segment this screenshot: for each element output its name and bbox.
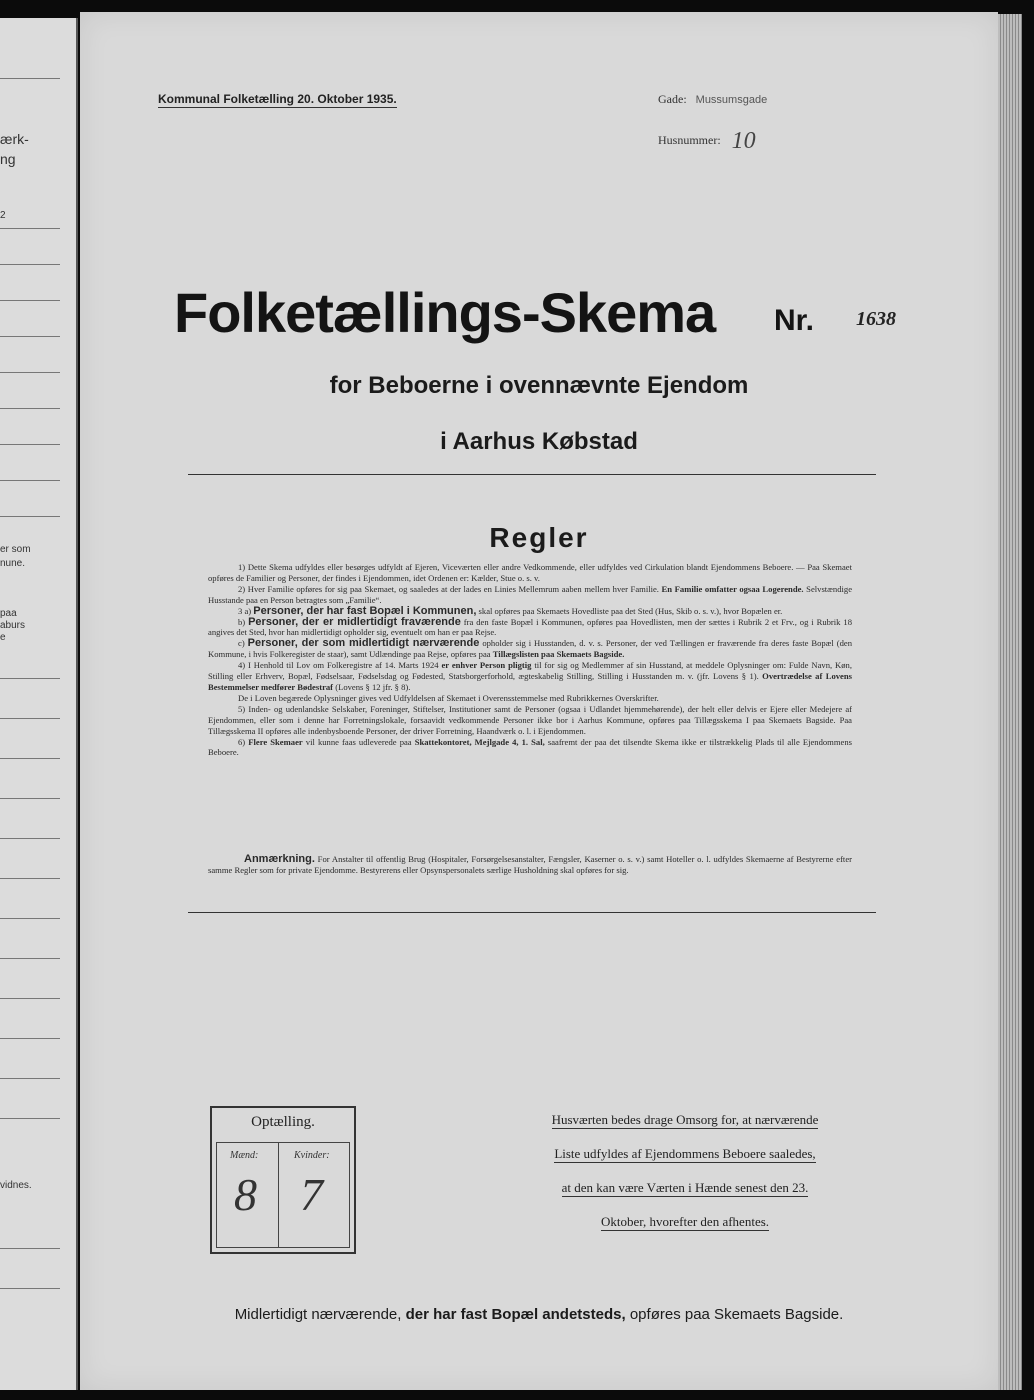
rule-line <box>0 264 60 265</box>
rule-line <box>0 678 60 679</box>
rule-line <box>0 1078 60 1079</box>
women-label: Kvinder: <box>294 1150 330 1161</box>
house-number-field <box>658 128 756 155</box>
rule-line <box>0 838 60 839</box>
rule-line <box>0 998 60 999</box>
rule-line <box>0 1118 60 1119</box>
house-number-label: Husnummer: <box>658 133 721 147</box>
remark-text: For Anstalter til offentlig Brug (Hospitaler, Forsørgelsesanstalter, Fængsler, Kaserner o. s. v.) samt Hoteller o. l. udfyldes Skemaerne af Bestyrerne efter samme Regler som for private Ejendomme. Bestyrerens eller Opsynspersonalets særlige Husholdning skal opføres for sig. <box>208 854 852 875</box>
rule-3b: b) Personer, der er midlertidigt fraværende fra den faste Bopæl i Kommunen, opføres paa Hovedlisten, men der sættes i Rubrik 2 et Frv., og i Rubrik 18 angives det Sted, hvor han midlertidigt opholder sig, eventuelt om han er paa Rejse. <box>208 615 852 638</box>
divider <box>188 912 876 913</box>
notice-line: Oktober, hvorefter den afhentes. <box>600 1214 770 1229</box>
notice-line: Liste udfyldes af Ejendommens Beboere saaledes, <box>554 1146 816 1161</box>
rule-line <box>0 1248 60 1249</box>
landlord-notice <box>500 1112 870 1248</box>
divider <box>188 474 876 475</box>
rule-4-note: De i Loven begærede Oplysninger gives ved Udfyldelsen af Skemaet i Overensstemmelse med Rubrikkernes Overskrifter. <box>238 692 659 703</box>
rules-heading: Regler <box>489 522 589 553</box>
rule-1: 1) Dette Skema udfyldes eller besørges udfyldt af Ejeren, Viceværten eller andre Vedkommende, eller udfyldes ved Cirkulation blandt Ejendommens Beboere. — Paa Skemaet opføres de Familier og Personer, der findes i Ejendommen, idet Ordenen er: Kælder, Stue o. s. v. <box>208 562 852 583</box>
rule-line <box>0 228 60 229</box>
footer-note: Midlertidigt nærværende, der har fast Bopæl andetsteds, opføres paa Skemaets Bagside. <box>234 1306 844 1323</box>
street-value: Mussumsgade <box>695 94 768 106</box>
page-stack-edge <box>998 14 1022 1390</box>
count-box <box>210 1106 356 1254</box>
rule-line <box>0 1288 60 1289</box>
facing-page-fragment: er som <box>0 544 31 555</box>
form-subtitle: for Beboerne i ovennævnte Ejendom <box>329 372 749 399</box>
form-location: i Aarhus Købstad <box>440 428 638 455</box>
remark-paragraph <box>208 854 852 876</box>
rule-line <box>0 958 60 959</box>
rule-line <box>0 758 60 759</box>
remark-lead: Anmærkning. <box>244 853 315 865</box>
count-divider <box>278 1142 279 1248</box>
street-field <box>658 92 767 107</box>
facing-page-fragment: e <box>0 632 6 643</box>
rule-line <box>0 300 60 301</box>
notice-line: at den kan være Værten i Hænde senest den 23. <box>561 1180 809 1195</box>
census-form-page <box>80 12 998 1390</box>
rule-line <box>0 78 60 79</box>
facing-page-edge <box>0 18 78 1390</box>
rule-line <box>0 516 60 517</box>
rule-2: 2) Hver Familie opføres for sig paa Skemaet, og saaledes at der lades en Linies Mellemrum aaben mellem hver Familie. En Familie omfatter ogsaa Logerende. Selvstændige Husstande paa en Person betragtes som „Familie“. <box>208 583 853 605</box>
rule-line <box>0 1038 60 1039</box>
rule-line <box>0 718 60 719</box>
men-label: Mænd: <box>230 1150 259 1161</box>
facing-page-fragment: paa <box>0 608 17 619</box>
men-count: 8 <box>234 1169 257 1220</box>
rule-line <box>0 878 60 879</box>
facing-page-fragment: ærk- <box>0 131 29 147</box>
census-header: Kommunal Folketælling 20. Oktober 1935. <box>158 92 397 106</box>
form-title: Folketællings-Skema <box>174 281 716 344</box>
rules-text <box>208 562 852 758</box>
facing-page-fragment: aburs <box>0 620 26 631</box>
form-number-label: Nr. <box>774 304 815 337</box>
rule-3c: c) Personer, der som midlertidigt nærværende opholder sig i Husstanden, d. v. s. Personer, der ved Tællingen er fraværende fra deres faste Bopæl (den Kommune, i hvis Folkeregister de staar), samt Udlændinge paa Rejse, opføres paa Tillægslisten paa Skemaets Bagside. <box>208 637 853 660</box>
rule-line <box>0 918 60 919</box>
rule-line <box>0 798 60 799</box>
women-count: 7 <box>300 1169 323 1220</box>
rule-line <box>0 480 60 481</box>
facing-page-fragment: ng <box>0 151 16 167</box>
rule-4: 4) I Henhold til Lov om Folkeregistre af 14. Marts 1924 er enhver Person pligtig til for sig og Medlemmer af sin Husstand, at meddele Oplysninger om: Fulde Navn, Køn, Stilling eller Erhverv, Bopæl, Fødselsaar, Fødselsdag og Fødested, Statsborgerforhold, ægteskabelig Stilling, Stilling i Husstanden m. v. (jfr. Lovens § 1). Overtrædelse af Lovens Bestemmelser medfører Bødestraf (Lovens § 12 jfr. § 8). <box>208 660 852 692</box>
notice-line: Husværten bedes drage Omsorg for, at nærværende <box>551 1112 819 1127</box>
rule-line <box>0 444 60 445</box>
rule-5: 5) Inden- og udenlandske Selskaber, Foreninger, Stiftelser, Institutioner samt de Personer (ogsaa i Udlandet hjemmehørende), der helt eller delvis er Ejere eller Medejere af Ejendommen, eller som i denne har Forretningslokale, forsaavidt vedkommende Personer ikke bor i Aarhus Kommune, opføres paa Tillægsskema I paa Skemaets Bagside. Paa Tillægsskema II opføres alle indenbysboende Personer, der driver Forretning, Haandværk o. l. i Ejendommen. <box>208 703 852 736</box>
house-number-value: 10 <box>731 128 756 154</box>
street-label: Gade: <box>658 92 687 106</box>
rule-line <box>0 372 60 373</box>
count-caption: Optælling. <box>251 1114 315 1130</box>
rule-6: 6) Flere Skemaer vil kunne faas udleverede paa Skattekontoret, Mejlgade 4, 1. Sal, saafremt der paa det tilsendte Skema ikke er tilstrækkelig Plads til alle Ejendommens Beboere. <box>208 736 853 758</box>
facing-page-fragment: nune. <box>0 558 26 569</box>
rule-3a: 3 a) Personer, der har fast Bopæl i Kommunen, skal opføres paa Skemaets Hovedliste paa det Sted (Hus, Skib o. s. v.), hvor Bopælen er. <box>238 604 783 617</box>
rule-line <box>0 408 60 409</box>
rule-line <box>0 336 60 337</box>
facing-page-fragment: vidnes. <box>0 1180 32 1191</box>
form-number-value: 1638 <box>856 308 896 330</box>
facing-page-fragment: 2 <box>0 210 6 221</box>
